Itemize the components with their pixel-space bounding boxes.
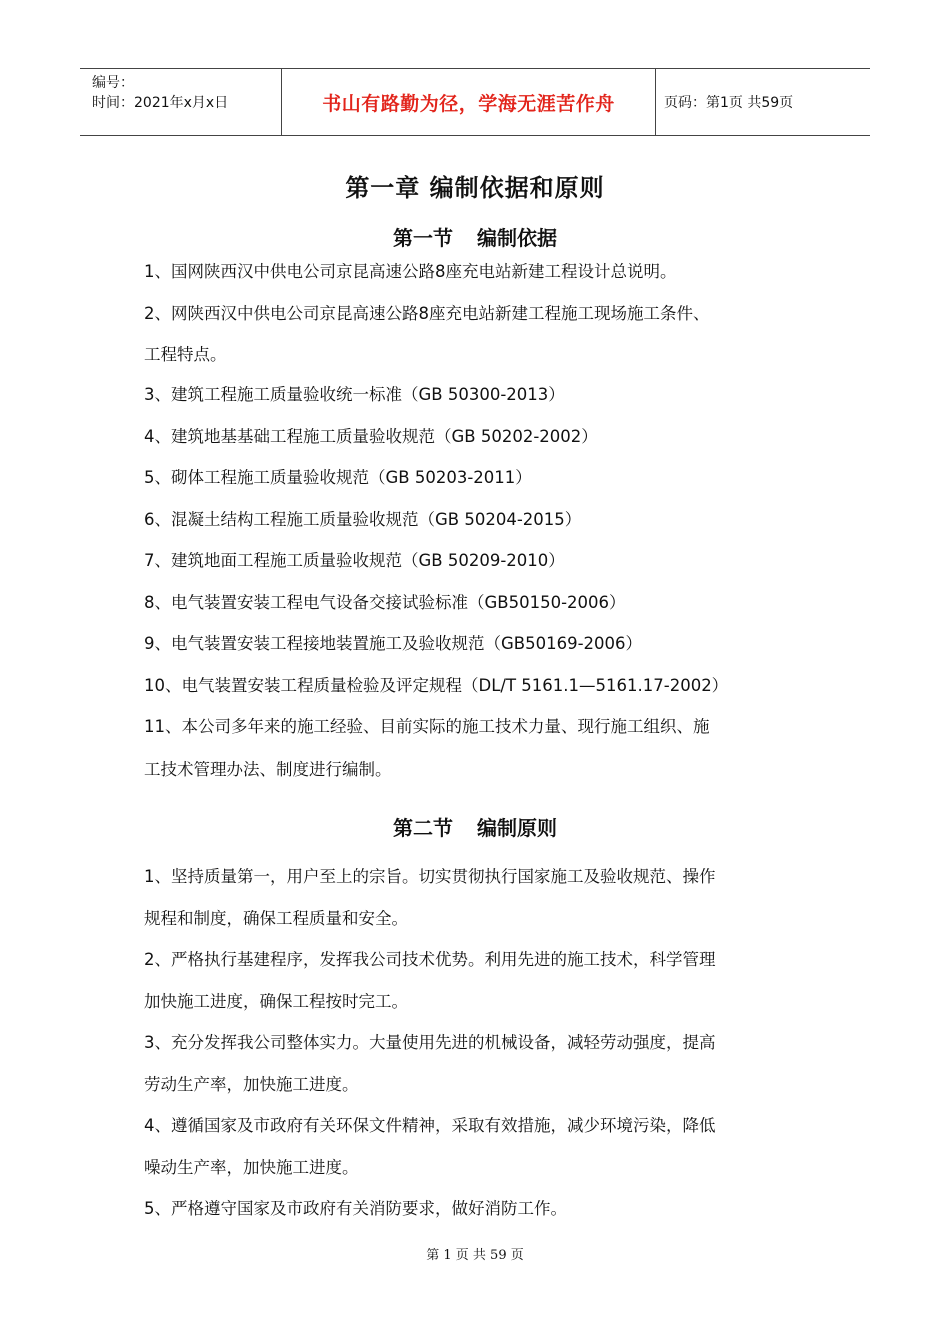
- paragraph-line: 8、电气装置安装工程电气设备交接试验标准（GB50150-2006）: [144, 593, 626, 612]
- section-number: 第一节: [393, 226, 453, 250]
- paragraph-line: 9、电气装置安装工程接地装置施工及验收规范（GB50169-2006）: [144, 634, 643, 653]
- paragraph-line: 1、国网陕西汉中供电公司京昆高速公路8座充电站新建工程设计总说明。: [144, 262, 677, 281]
- section-title: 编制依据: [477, 226, 557, 250]
- paragraph-line: 工技术管理办法、制度进行编制。: [144, 760, 392, 779]
- paragraph-line: 2、严格执行基建程序，发挥我公司技术优势。利用先进的施工技术，科学管理: [144, 950, 716, 969]
- paragraph-line: 1、坚持质量第一，用户至上的宗旨。切实贯彻执行国家施工及验收规范、操作: [144, 867, 716, 886]
- header-number: 编号：: [92, 75, 134, 91]
- header-page-info: 页码：第1页 共59页: [664, 95, 794, 111]
- header-time: 时间：2021年x月x日: [92, 95, 229, 111]
- section-number: 第二节: [393, 816, 453, 840]
- chapter-title: 第一章 编制依据和原则: [345, 174, 605, 202]
- paragraph-line: 3、建筑工程施工质量验收统一标准（GB 50300-2013）: [144, 385, 565, 404]
- page-header: [80, 68, 870, 136]
- header-motto: 书山有路勤为径，学海无涯苦作舟: [282, 69, 656, 135]
- paragraph-line: 5、砌体工程施工质量验收规范（GB 50203-2011）: [144, 468, 532, 487]
- paragraph-line: 2、网陕西汉中供电公司京昆高速公路8座充电站新建工程施工现场施工条件、: [144, 304, 710, 323]
- paragraph-line: 加快施工进度，确保工程按时完工。: [144, 992, 408, 1011]
- paragraph-line: 11、本公司多年来的施工经验、目前实际的施工技术力量、现行施工组织、施: [144, 717, 710, 736]
- paragraph-line: 7、建筑地面工程施工质量验收规范（GB 50209-2010）: [144, 551, 565, 570]
- paragraph-line: 3、充分发挥我公司整体实力。大量使用先进的机械设备，减轻劳动强度，提高: [144, 1033, 716, 1052]
- page-footer: 第 1 页 共 59 页: [426, 1248, 524, 1263]
- paragraph-line: 4、遵循国家及市政府有关环保文件精神，采取有效措施，减少环境污染，降低: [144, 1116, 716, 1135]
- paragraph-line: 10、电气装置安装工程质量检验及评定规程（DL/T 5161.1—5161.17-2002）: [144, 676, 729, 695]
- section-heading-1: [0, 222, 950, 251]
- paragraph-line: 噪动生产率，加快施工进度。: [144, 1158, 359, 1177]
- section-title: 编制原则: [477, 816, 557, 840]
- paragraph-line: 工程特点。: [144, 345, 227, 364]
- paragraph-line: 6、混凝土结构工程施工质量验收规范（GB 50204-2015）: [144, 510, 582, 529]
- paragraph-line: 5、严格遵守国家及市政府有关消防要求，做好消防工作。: [144, 1199, 567, 1218]
- header-meta: [80, 69, 282, 135]
- section-heading-2: [0, 812, 950, 841]
- paragraph-line: 4、建筑地基基础工程施工质量验收规范（GB 50202-2002）: [144, 427, 598, 446]
- paragraph-line: 劳动生产率，加快施工进度。: [144, 1075, 359, 1094]
- paragraph-line: 规程和制度，确保工程质量和安全。: [144, 909, 408, 928]
